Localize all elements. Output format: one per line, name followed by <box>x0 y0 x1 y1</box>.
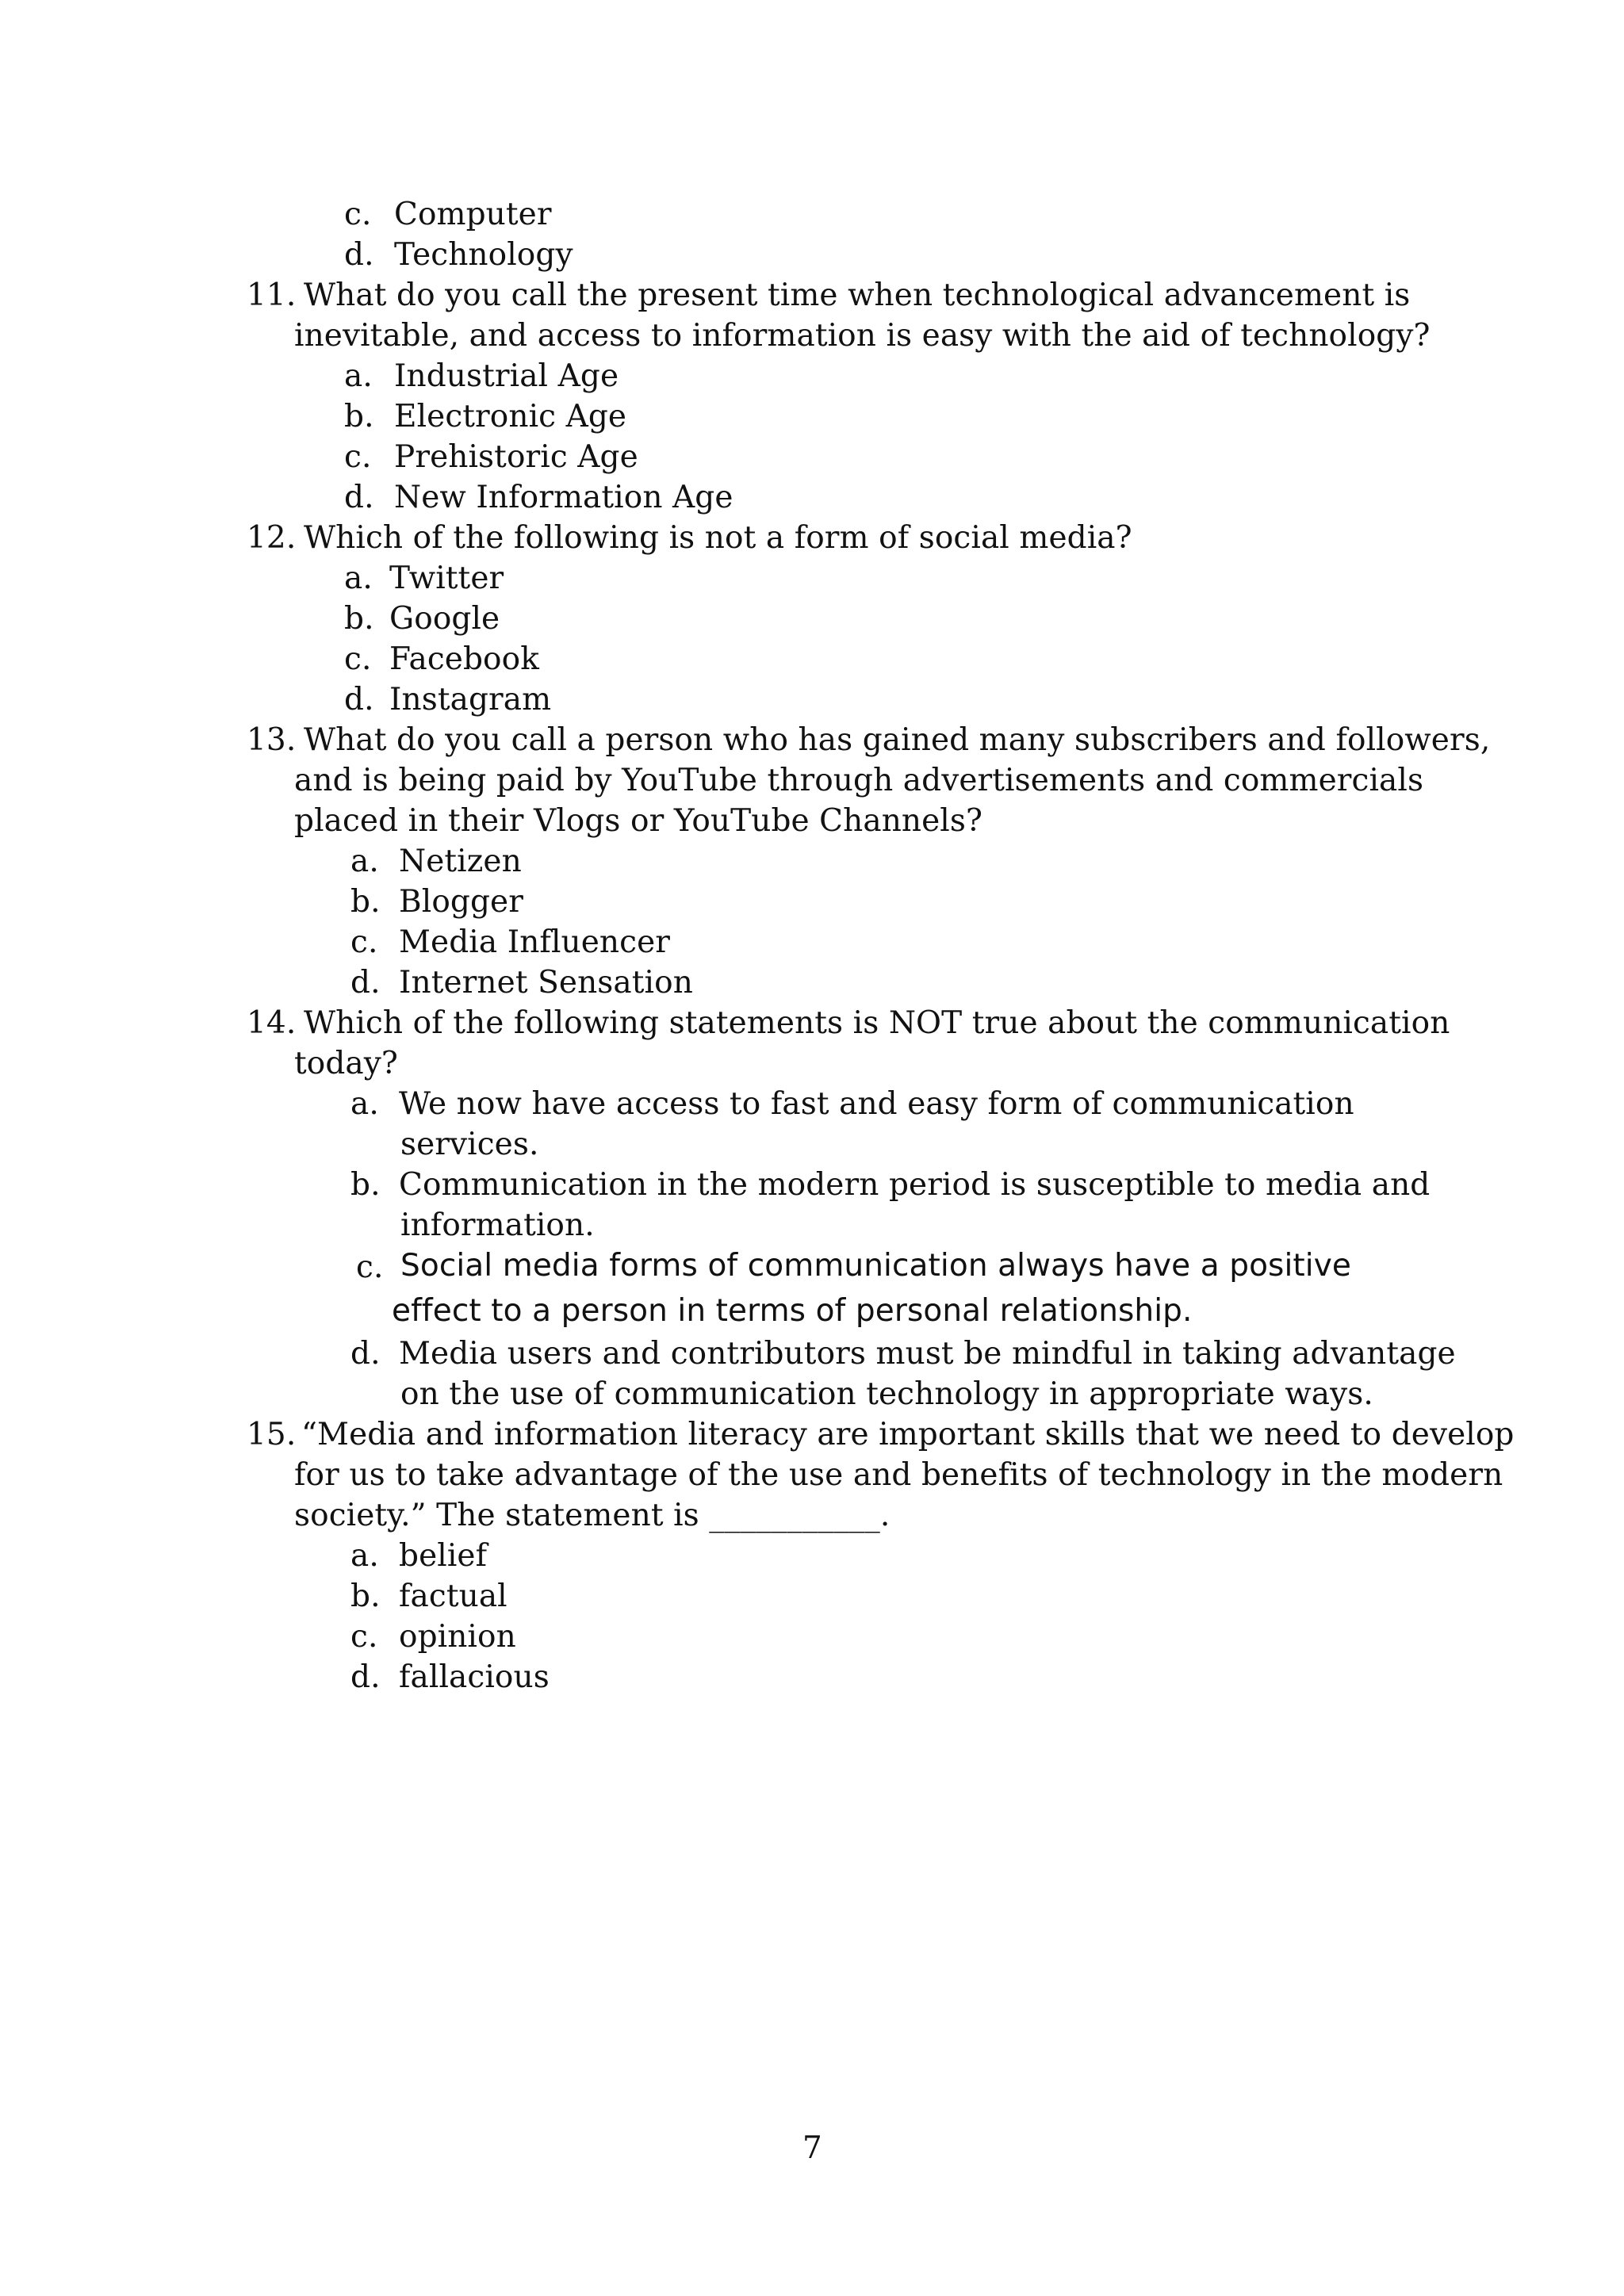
question-text-line: today? <box>294 1046 398 1081</box>
option-text: New Information Age <box>394 480 733 515</box>
option-letter: d. <box>350 965 381 1001</box>
option-text: We now have access to fast and easy form of communication <box>399 1086 1354 1122</box>
option-letter: a. <box>344 561 373 596</box>
option-text: Computer <box>394 197 552 232</box>
option-text: Blogger <box>399 884 523 920</box>
option-text-continuation: effect to a person in terms of personal relationship. <box>392 1293 1193 1329</box>
option-letter: c. <box>356 1249 384 1285</box>
question-number: 14. <box>247 1005 297 1041</box>
option-letter: a. <box>350 844 379 879</box>
option-text: fallacious <box>399 1659 550 1695</box>
question-text-line: What do you call the present time when technological advancement is <box>304 277 1411 313</box>
question-number: 12. <box>247 520 297 556</box>
option-text: Electronic Age <box>394 399 627 434</box>
option-letter: c. <box>344 439 372 475</box>
question-text-line: placed in their Vlogs or YouTube Channels? <box>294 803 983 839</box>
option-letter: b. <box>344 399 374 434</box>
option-text: Netizen <box>399 844 522 879</box>
question-text-line: inevitable, and access to information is easy with the aid of technology? <box>294 318 1431 354</box>
option-letter: b. <box>350 884 381 920</box>
question-text-line: Which of the following statements is NOT true about the communication <box>304 1005 1450 1041</box>
option-text: Google <box>389 601 500 637</box>
option-text-continuation: services. <box>400 1127 539 1162</box>
option-text: Instagram <box>389 682 552 718</box>
option-letter: b. <box>350 1167 381 1203</box>
option-letter: d. <box>344 682 374 718</box>
question-text-line: Which of the following is not a form of social media? <box>304 520 1132 556</box>
option-letter: d. <box>344 480 374 515</box>
option-text: Media users and contributors must be mindful in taking advantage <box>399 1336 1456 1372</box>
option-letter: d. <box>344 237 374 273</box>
question-number: 13. <box>247 722 297 758</box>
option-letter: a. <box>344 358 373 394</box>
option-text: Social media forms of communication always have a positive <box>400 1248 1352 1284</box>
question-text-line: “Media and information literacy are important skills that we need to develop <box>301 1417 1515 1452</box>
question-number: 15. <box>247 1417 297 1452</box>
option-text-continuation: on the use of communication technology in appropriate ways. <box>400 1376 1373 1412</box>
option-text: Industrial Age <box>394 358 619 394</box>
option-letter: b. <box>344 601 374 637</box>
option-letter: c. <box>350 924 378 960</box>
option-text: Prehistoric Age <box>394 439 638 475</box>
option-text: opinion <box>399 1619 516 1655</box>
option-letter: b. <box>350 1578 381 1614</box>
option-text: Technology <box>394 237 573 273</box>
option-text-continuation: information. <box>400 1207 595 1243</box>
question-text-line: for us to take advantage of the use and benefits of technology in the modern <box>294 1457 1503 1493</box>
option-text: Twitter <box>389 561 504 596</box>
question-text-line: and is being paid by YouTube through advertisements and commercials <box>294 763 1424 798</box>
option-letter: c. <box>350 1619 378 1655</box>
option-text: factual <box>399 1578 508 1614</box>
option-letter: c. <box>344 641 372 677</box>
question-number: 11. <box>247 277 297 313</box>
option-letter: a. <box>350 1086 379 1122</box>
question-text-line: What do you call a person who has gained many subscribers and followers, <box>304 722 1491 758</box>
option-text: Communication in the modern period is susceptible to media and <box>399 1167 1431 1203</box>
option-letter: d. <box>350 1336 381 1372</box>
option-letter: d. <box>350 1659 381 1695</box>
option-text: Media Influencer <box>399 924 671 960</box>
option-text: Internet Sensation <box>399 965 693 1001</box>
question-text-line: society.” The statement is ___________. <box>294 1498 891 1533</box>
option-letter: c. <box>344 197 372 232</box>
page-number: 7 <box>802 2130 822 2166</box>
option-letter: a. <box>350 1538 379 1574</box>
option-text: Facebook <box>389 641 539 677</box>
option-text: belief <box>399 1538 488 1574</box>
